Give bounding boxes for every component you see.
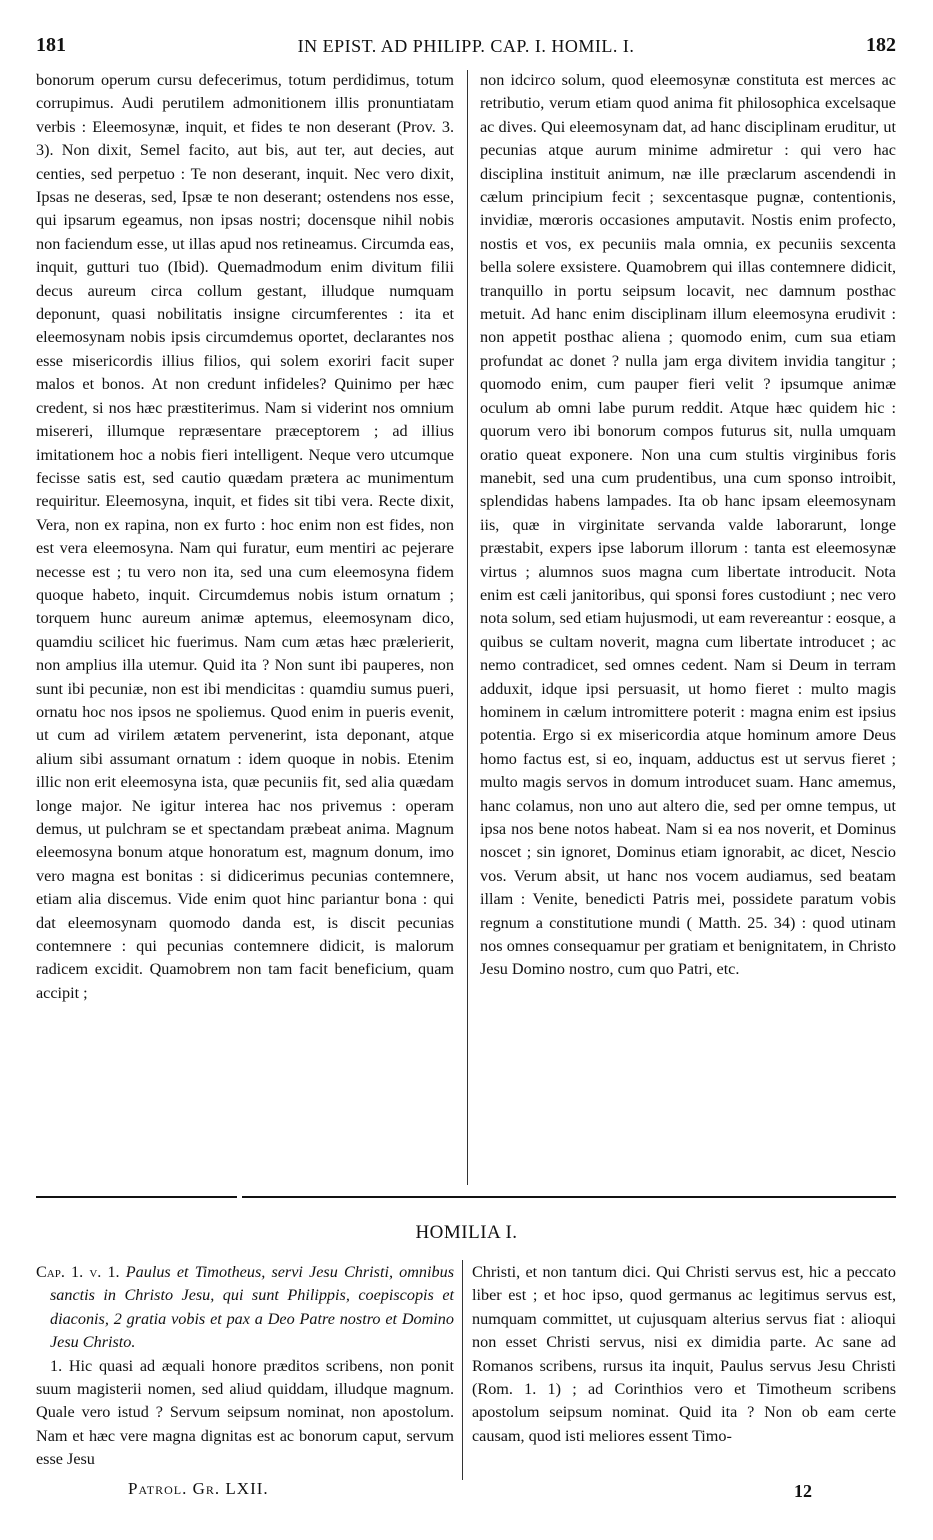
divider-gap [237, 1193, 242, 1201]
homily-title: HOMILIA I. [415, 1222, 518, 1243]
scripture-citation [36, 1261, 454, 1355]
running-header [36, 34, 896, 58]
left-column-paragraph: bonorum operum cursu defecerimus, totum perdidimus, totum corrupimus. Audi perutilem admonitionem illis pronuntiatam verbis : Eleemosynæ, inquit, et fides te non deserant (Prov. 3. 3). Non dixit, Semel facito, aut bis, aut ter, aut decies, aut centies, sed perpetuo : Te non deserant, inquit. Nec vero dixit, Ipsas ne deseras, sed, Ipsæ te non deserant; ostendens nos esse, qui ipsarum egeamus, non ipsas nostri; docensque nihil nobis non faciendum esse, ut illas apud nos retineamus. Circumda eas, inquit, gutturi tuo (Ibid). Quemadmodum enim divitum filii decus aureum circa collum gestant, illudque numquam deponunt, quasi nobilitatis insigne circumferentes : ita et eleemosynam nobis ipsis circumdemus oportet, declarantes nos esse misericordis illius filios, qui solem exoriri facit super malos et bonos. At non credunt infideles? Quinimo per hæc credent, si nos hæc præstiterimus. Nam si viderint nos omnium misereri, illumque repræsentare præceptorem ; ad illius imitationem hoc a nobis fieri intelligent. Neque vero utcumque fecisse satis est, sed cautio quædam prætera ac munimentum requiritur. Eleemosyna, inquit, et fides sit tibi vera. Recte dixit, Vera, non ex rapina, non ex furto : hoc enim non est fides, non est vera eleemosyna. Nam qui furatur, eum mentiri ac pejerare necesse est ; tu vero non ita, sed una cum eleemosyna fidem quoque habeto, inquit. Circumdemus nobis istum ornatum ; torquem hunc aureum animæ aptemus, eleemosynam dico, quamdiu scilicet hic fuerimus. Nam cum ætas hæc prælerierit, non amplius illa utemur. Quid ita ? Non sunt ibi pauperes, non sunt ibi pecuniæ, non est ibi mendicitas : quamdiu sumus pueri, ornatu hoc nos ipsos ne spoliemus. Quod enim in pueris evenit, ut cum ad virilem ætatem pervenerint, ista deponant, atque alium sibi assumant ornatum : idem quoque in nobis. Etenim illic non erit eleemosyna ista, quæ pecuniis fit, sed alia quædam longe major. Ne igitur interea hac nos privemus : operam demus, ut pulchram se et spectandam præbeat anima. Magnum eleemosyna bonum atque honoratum est, magnum donum, imo vero magna est bonitas : si didicerimus pecunias contemnere, etiam alia discemus. Vide enim quot hinc pariantur bona : qui dat eleemosynam quomodo danda est, is discit pecunias contemnere : qui pecunias contemnere didicit, is malorum radicem excidit. Quamobrem non tam facit beneficium, quam accipit ; [36, 71, 454, 1002]
section-divider [36, 1196, 896, 1198]
homily-paragraph-left: 1. Hic quasi ad æquali honore præditos scribens, non ponit suum magisterii nomen, sed aliud quiddam, illudque magnum. Quale vero istud ? Servum seipsum nominat, non apostolum. Nam et hæc vere magna dignitas est ac bonorum caput, servum esse Jesu [36, 1356, 454, 1469]
homily-right-column [472, 1261, 896, 1448]
chapter-verse-label: Cap. 1. v. 1. [36, 1263, 120, 1281]
sheet-number: 12 [794, 1481, 812, 1501]
right-column-text [480, 69, 896, 982]
page-number-left: 181 [36, 34, 66, 56]
homily-left-column [36, 1261, 454, 1472]
scripture-text: Paulus et Timotheus, servi Jesu Christi, omnibus sanctis in Christo Jesu, qui sunt Philippis, coepiscopis et diaconis, 2 gratia vobis et pax a Deo Patre nostro et Domino Jesu Christo. [50, 1263, 455, 1352]
column-divider [467, 70, 468, 1185]
running-title: IN EPIST. AD PHILIPP. CAP. I. HOMIL. I. [297, 36, 635, 56]
patrologia-signature: Patrol. Gr. LXII. [128, 1479, 269, 1498]
right-column-paragraph: non idcirco solum, quod eleemosynæ constituta est merces ac retributio, verum etiam quod anima fit philosophica excelsaque ac dives. Qui eleemosynam dat, ad hanc disciplinam eruditur, ut pecunias atque aurum minime admiretur : qui vero hac disciplina instituit animum, næ ille præclarum ascendendi in cælum principium fecit ; sexcentasque pugnæ, contentionis, invidiæ, mœroris occasiones amputavit. Nostis enim profecto, nostis et vos, ex pecuniis mala omnia, ex pecuniis sexcenta bella solere exsistere. Quamobrem qui illas contemnere didicit, tranquillo in portu seipsum locavit, nec damnum posthac metuit. Ad hanc enim disciplinam illum eleemosyna erudivit : non appetit posthac aliena ; quomodo enim, cum sua etiam profundat ac donet ? nulla jam erga divitem invidia tangitur ; quomodo enim, cum pauper fieri velit ? ipsumque animæ oculum ab omni labe purum reddit. Atque hæc quidem hic : quorum vero ibi bonorum compos futurus sit, nulla umquam oratio queat exponere. Non una cum stultis virginibus foris manebit, sed una cum prudentibus, una cum sponso introibit, splendidas habens lampades. Ita ob hanc ipsam eleemosynam iis, quæ in virginitate servanda valde laborarunt, longe præstabit, expers ipse laborum illorum : tanta est eleemosynæ virtus ; alumnos suos magna cum libertate introducit. Nota enim est cæli janitoribus, qui sponsi fores custodiunt ; nec vero nota solum, sed etiam hujusmodi, ut eam revereantur : eosque, a quibus se cultam noverit, magna cum libertate introducet ; ac nemo contradicet, sed omnes cedent. Nam si Deum in terram adduxit, idque ipsi persuasit, ut homo fieret : multo magis hominem in cælum intromittere poterit : magna enim est ipsius potentia. Ergo si ex misericordia atque hominum amore Deus homo factus est, si eo, inquam, adductus est ut servus fieret ; multo magis servos in domum introducet suam. Hanc amemus, hanc colamus, non uno aut altero die, sed per omne tempus, ut ipsa nos bene notos habeat. Nam si ea nos noverit, et Dominus noscet ; sin ignoret, Dominus etiam ignorabit, ac dicet, Nescio vos. Verum absit, ut hanc nos vocem audiamus, sed beatam illam : Venite, benedicti Patris mei, possidete paratum vobis regnum a constitutione mundi ( Matth. 25. 34) : quod utinam nos omnes consequamur per gratiam et benignitatem, in Christo Jesu Domino nostro, cum quo Patri, etc. [480, 71, 896, 979]
page-number-right: 182 [866, 34, 896, 56]
left-column-text [36, 69, 454, 1005]
column-divider-lower [462, 1260, 463, 1480]
homily-paragraph-right: Christi, et non tantum dici. Qui Christi servus est, hic a peccato liber est ; et hoc ipso, quod germanus ac legitimus servus est, numquam committet, ut cujusquam alterius servus fiat : alioqui non esset Christi servus, nisi ex dimidia parte. Ac sane ad Romanos scribens, rursus ita inquit, Paulus servus Jesu Christi (Rom. 1. 1) ; ad Corinthios vero et Timotheum scribens apostolum seipsum nominat. Quid ita ? Non ob eam certe causam, quod isti meliores essent Timo- [472, 1263, 896, 1445]
